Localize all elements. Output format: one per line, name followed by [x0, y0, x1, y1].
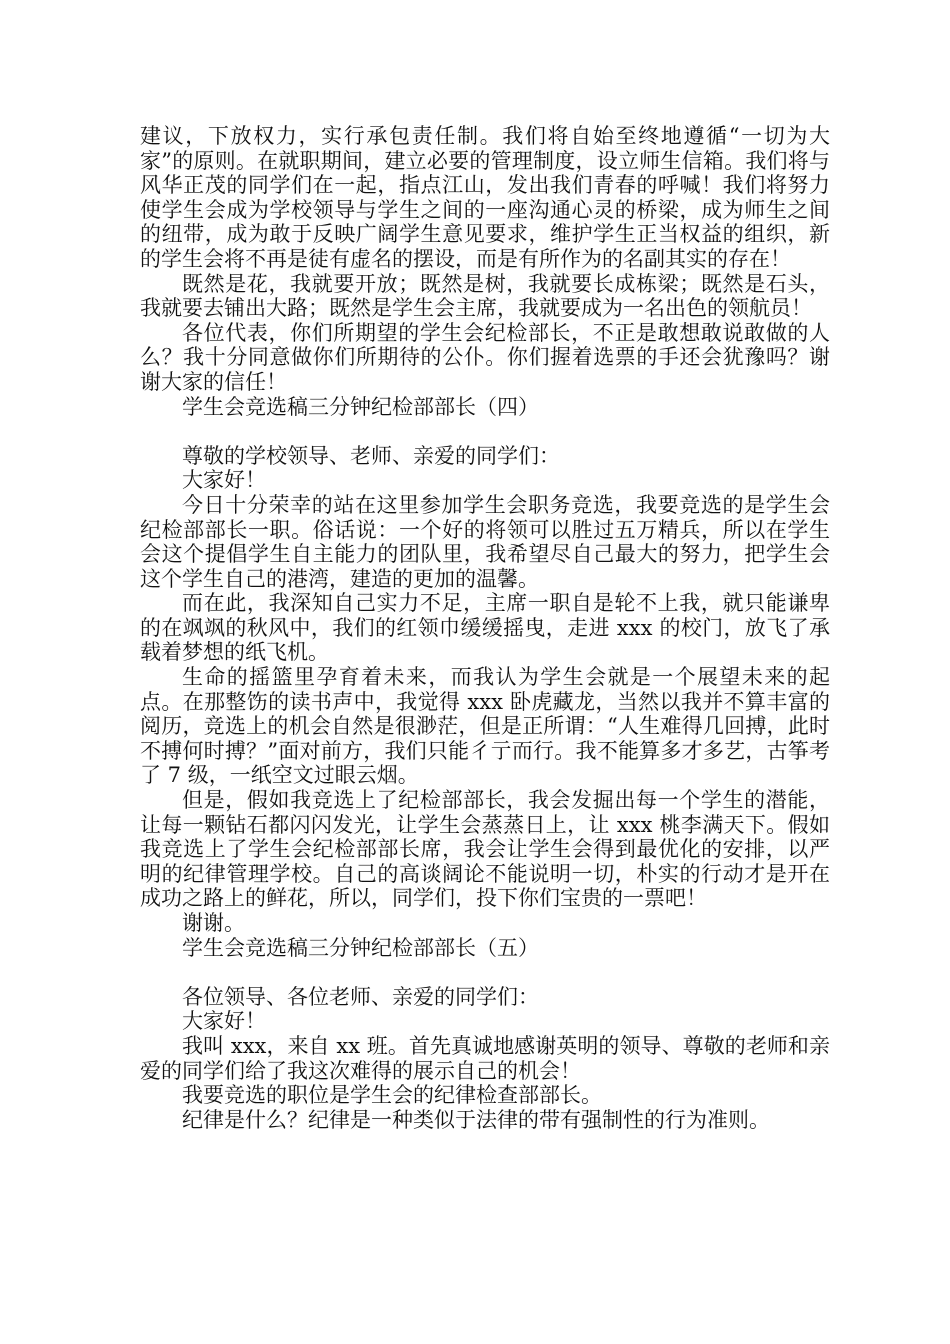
- document-page: [140, 124, 830, 1132]
- section-heading-four: 学生会竞选稿三分钟纪检部部长（四）: [182, 394, 539, 419]
- greeting-five: 大家好！: [182, 1009, 266, 1034]
- salutation-five: 各位领导、各位老师、亲爱的同学们：: [182, 984, 539, 1009]
- section-heading-five: 学生会竞选稿三分钟纪检部部长（五）: [182, 935, 539, 960]
- paragraph-introduction: 我叫 xxx，来自 xx 班。首先真诚地感谢英明的领导、尊敬的老师和亲爱的同学们给了我这次难得的展示自己的机会！: [140, 1033, 830, 1083]
- paragraph-thanks: 谢谢。: [182, 911, 245, 935]
- salutation-four: 尊敬的学校领导、老师、亲爱的同学们：: [182, 443, 560, 468]
- paragraph-cradle: 生命的摇篮里孕育着未来，而我认为学生会就是一个展望未来的起点。在那整饬的读书声中，我觉得 xxx 卧虎藏龙，当然以我并不算丰富的阅历，竞选上的机会自然是很渺茫，但是正所谓：“人生难得几回搏，此时不搏何时搏？”面对前方，我们只能彳亍而行。我不能算多才多艺，古筝考了 7 级，一纸空文过眼云烟。: [140, 665, 830, 788]
- paragraph-position: 我要竞选的职位是学生会的纪律检查部部长。: [182, 1083, 602, 1108]
- paragraph-humble: 而在此，我深知自己实力不足，主席一职自是轮不上我，就只能谦卑的在飒飒的秋风中，我们的红领巾缓缓摇曳，走进 xxx 的校门，放飞了承载着梦想的纸飞机。: [140, 591, 830, 665]
- paragraph-honored: 今日十分荣幸的站在这里参加学生会职务竞选，我要竞选的是学生会纪检部部长一职。俗话说：一个好的将领可以胜过五万精兵，所以在学生会这个提倡学生自主能力的团队里，我希望尽自己最大的努力，把学生会这个学生自己的港湾，建造的更加的温馨。: [140, 492, 830, 591]
- paragraph-flower-tree: 既然是花，我就要开放；既然是树，我就要长成栋梁；既然是石头，我就要去铺出大路；既然是学生会主席，我就要成为一名出色的领航员！: [140, 271, 830, 321]
- paragraph-intro-continuation: 建议，下放权力，实行承包责任制。我们将自始至终地遵循“一切为大家”的原则。在就职期间，建立必要的管理制度，设立师生信箱。我们将与风华正茂的同学们在一起，指点江山，发出我们青春的呼喊！我们将努力使学生会成为学校领导与学生之间的一座沟通心灵的桥梁，成为师生之间的纽带，成为敢于反映广阔学生意见要求，维护学生正当权益的组织，新的学生会将不再是徒有虚名的摆设，而是有所作为的名副其实的存在！: [140, 124, 830, 271]
- paragraph-discipline: 纪律是什么？纪律是一种类似于法律的带有强制性的行为准则。: [182, 1107, 770, 1132]
- paragraph-representatives: 各位代表，你们所期望的学生会纪检部长，不正是敢想敢说敢做的人么？我十分同意做你们所期待的公仆。你们握着选票的手还会犹豫吗？谢谢大家的信任！: [140, 320, 830, 394]
- paragraph-if-elected: 但是，假如我竞选上了纪检部部长，我会发掘出每一个学生的潜能，让每一颗钻石都闪闪发光，让学生会蒸蒸日上，让 xxx 桃李满天下。假如我竞选上了学生会纪检部部长席，我会让学生会得到最优化的安排，以严明的纪律管理学校。自己的高谈阔论不能说明一切，朴实的行动才是开在成功之路上的鲜花，所以，同学们，投下你们宝贵的一票吧！: [140, 788, 830, 911]
- blank-line: [140, 419, 830, 444]
- greeting-four: 大家好！: [182, 468, 266, 493]
- blank-line: [140, 960, 830, 985]
